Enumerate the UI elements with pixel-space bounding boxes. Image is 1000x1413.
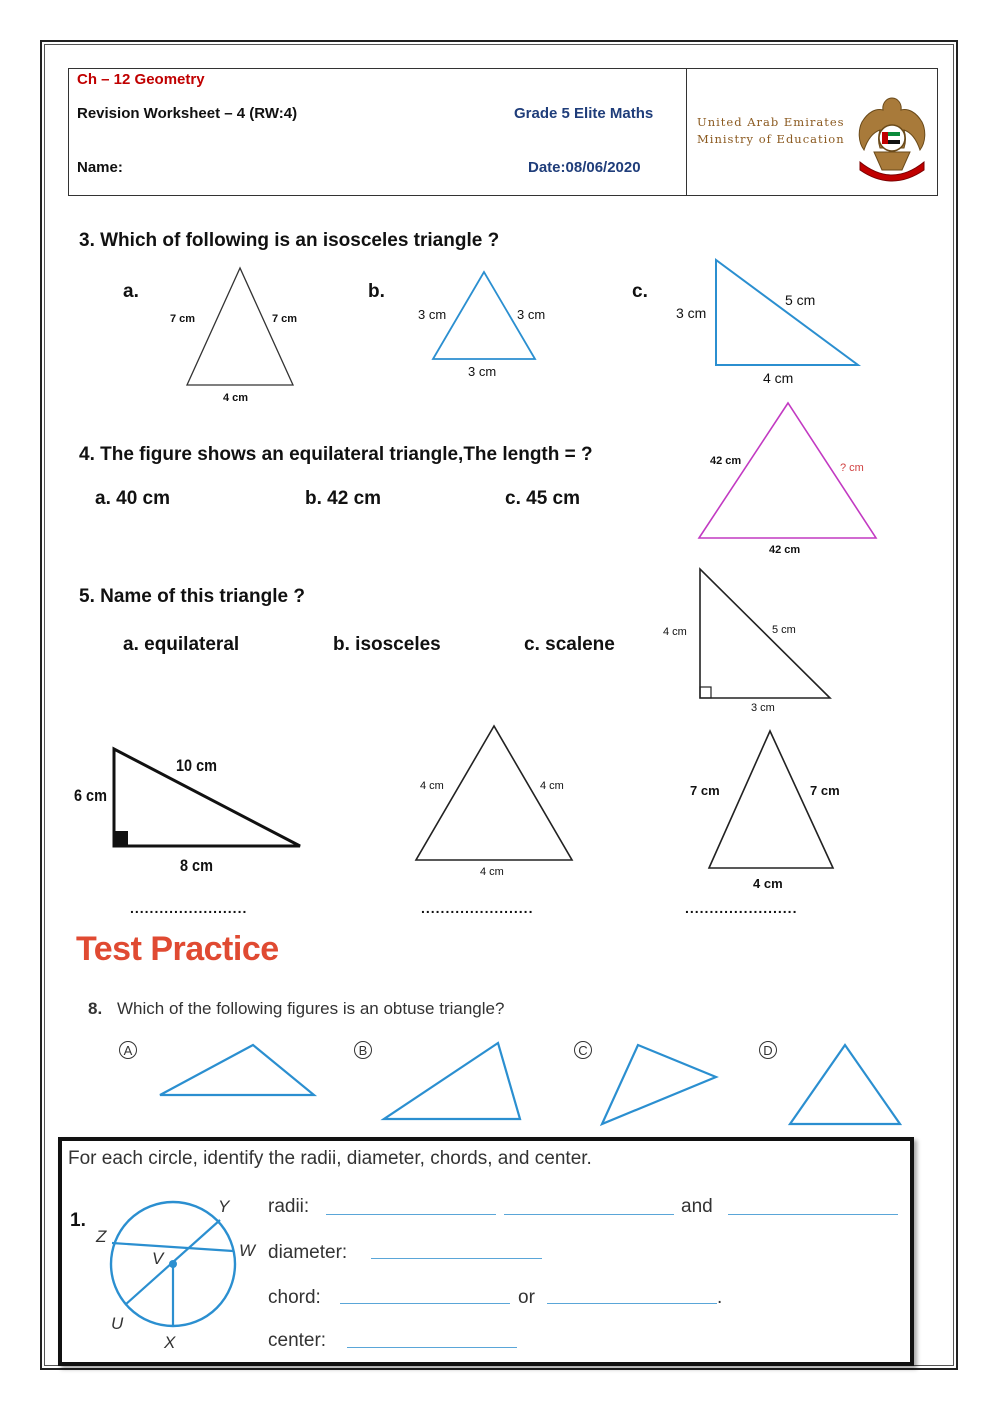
date-label: Date:08/06/2020: [528, 159, 641, 176]
q3-option-b: b.: [368, 281, 385, 302]
q8-option-a-letter: A: [123, 1043, 133, 1058]
or-label: or: [518, 1287, 535, 1308]
point-label-v: V: [152, 1249, 164, 1268]
chord-period: .: [717, 1287, 723, 1308]
q5-option-c: c. scalene: [524, 634, 615, 655]
q3c-vertical-label: 3 cm: [676, 305, 707, 321]
worksheet-title: Revision Worksheet – 4 (RW:4): [77, 105, 298, 122]
q4-option-b: b. 42 cm: [305, 488, 382, 509]
radii-blank-1[interactable]: [326, 1214, 496, 1215]
radii-blank-2[interactable]: [504, 1214, 674, 1215]
q4-right-label: ? cm: [840, 462, 864, 474]
and-label: and: [681, 1196, 713, 1217]
q3a-right-label: 7 cm: [272, 313, 298, 325]
classify1-hyp-label: 10 cm: [176, 756, 217, 775]
center-blank[interactable]: [347, 1347, 517, 1348]
chord-blank-1[interactable]: [340, 1303, 510, 1304]
q8-number: 8.: [88, 999, 103, 1018]
circle-task-number: 1.: [70, 1210, 86, 1231]
q3a-base-label: 4 cm: [223, 392, 249, 404]
q8-option-b-bubble[interactable]: [354, 1041, 372, 1059]
q8-triangle-b: [384, 1043, 520, 1119]
q3-triangle-a: [187, 268, 293, 385]
q4-option-a: a. 40 cm: [95, 488, 170, 509]
classify2-left-label: 4 cm: [420, 780, 444, 792]
point-label-z: Z: [96, 1227, 107, 1246]
q4-left-label: 42 cm: [710, 455, 742, 467]
answer-blank-2[interactable]: .......................: [421, 900, 534, 916]
q8-option-d-bubble[interactable]: [759, 1041, 777, 1059]
grade-label: Grade 5 Elite Maths: [514, 105, 654, 122]
q5-base-label: 3 cm: [751, 702, 775, 714]
q5-right-angle-mark: [700, 687, 711, 698]
q8-triangle-d: [790, 1045, 900, 1124]
test-practice-title: Test Practice: [76, 930, 279, 968]
point-label-u: U: [111, 1314, 124, 1333]
q5-hyp-label: 5 cm: [772, 624, 796, 636]
q3b-right-label: 3 cm: [517, 307, 546, 322]
q5-triangle: [700, 569, 830, 698]
q3-option-c: c.: [632, 281, 648, 302]
classify-right-angle-mark: [114, 831, 128, 846]
q8-triangle-c: [602, 1045, 716, 1124]
q3c-base-label: 4 cm: [763, 370, 794, 386]
q4-question: 4. The figure shows an equilateral triangle,The length = ?: [79, 444, 593, 465]
answer-blank-1[interactable]: ........................: [130, 900, 248, 916]
circle-instruction: For each circle, identify the radii, diameter, chords, and center.: [68, 1148, 592, 1169]
point-label-y: Y: [218, 1197, 230, 1216]
classify3-right-label: 7 cm: [810, 783, 840, 798]
q5-vertical-label: 4 cm: [663, 626, 687, 638]
chord-label: chord:: [268, 1287, 321, 1308]
q3-triangle-c: [716, 260, 858, 365]
q8-option-c-letter: C: [578, 1043, 588, 1058]
diameter-blank[interactable]: [371, 1258, 542, 1259]
classify2-base-label: 4 cm: [480, 866, 504, 878]
q4-option-c: c. 45 cm: [505, 488, 580, 509]
classify-triangle-2: [416, 726, 572, 860]
ministry-line2: Ministry of Education: [697, 132, 845, 146]
center-label: center:: [268, 1330, 327, 1351]
classify1-base-label: 8 cm: [180, 856, 213, 875]
q8-option-b-letter: B: [358, 1043, 368, 1058]
q3-question: 3. Which of following is an isosceles triangle ?: [79, 230, 500, 251]
q5-option-a: a. equilateral: [123, 634, 240, 655]
q8-option-c-bubble[interactable]: [574, 1041, 592, 1059]
q3c-hyp-label: 5 cm: [785, 292, 816, 308]
q8-option-a-bubble[interactable]: [119, 1041, 137, 1059]
q3a-left-label: 7 cm: [170, 313, 196, 325]
diameter-label: diameter:: [268, 1242, 348, 1263]
point-label-w: W: [239, 1241, 256, 1260]
point-label-x: X: [164, 1333, 176, 1352]
classify3-left-label: 7 cm: [690, 783, 720, 798]
radii-blank-3[interactable]: [728, 1214, 898, 1215]
classify1-vertical-label: 6 cm: [74, 786, 107, 805]
classify2-right-label: 4 cm: [540, 780, 564, 792]
classify3-base-label: 4 cm: [753, 876, 783, 891]
q5-question: 5. Name of this triangle ?: [79, 586, 305, 607]
q3b-left-label: 3 cm: [418, 307, 447, 322]
ministry-line1: United Arab Emirates: [697, 115, 845, 129]
q8-option-d-letter: D: [763, 1043, 773, 1058]
q5-option-b: b. isosceles: [333, 634, 441, 655]
circle-task-box: [58, 1137, 914, 1366]
answer-blank-3[interactable]: .......................: [685, 900, 798, 916]
classify-triangle-3: [709, 731, 833, 868]
q8-triangle-a: [160, 1045, 314, 1095]
name-label: Name:: [77, 159, 123, 176]
q3-option-a: a.: [123, 281, 139, 302]
chord-blank-2[interactable]: [547, 1303, 717, 1304]
radii-label: radii:: [268, 1196, 310, 1217]
q4-base-label: 42 cm: [769, 544, 801, 556]
q8-question: Which of the following figures is an obtuse triangle?: [117, 999, 505, 1018]
chapter-title: Ch – 12 Geometry: [77, 71, 205, 88]
q3b-base-label: 3 cm: [468, 364, 497, 379]
